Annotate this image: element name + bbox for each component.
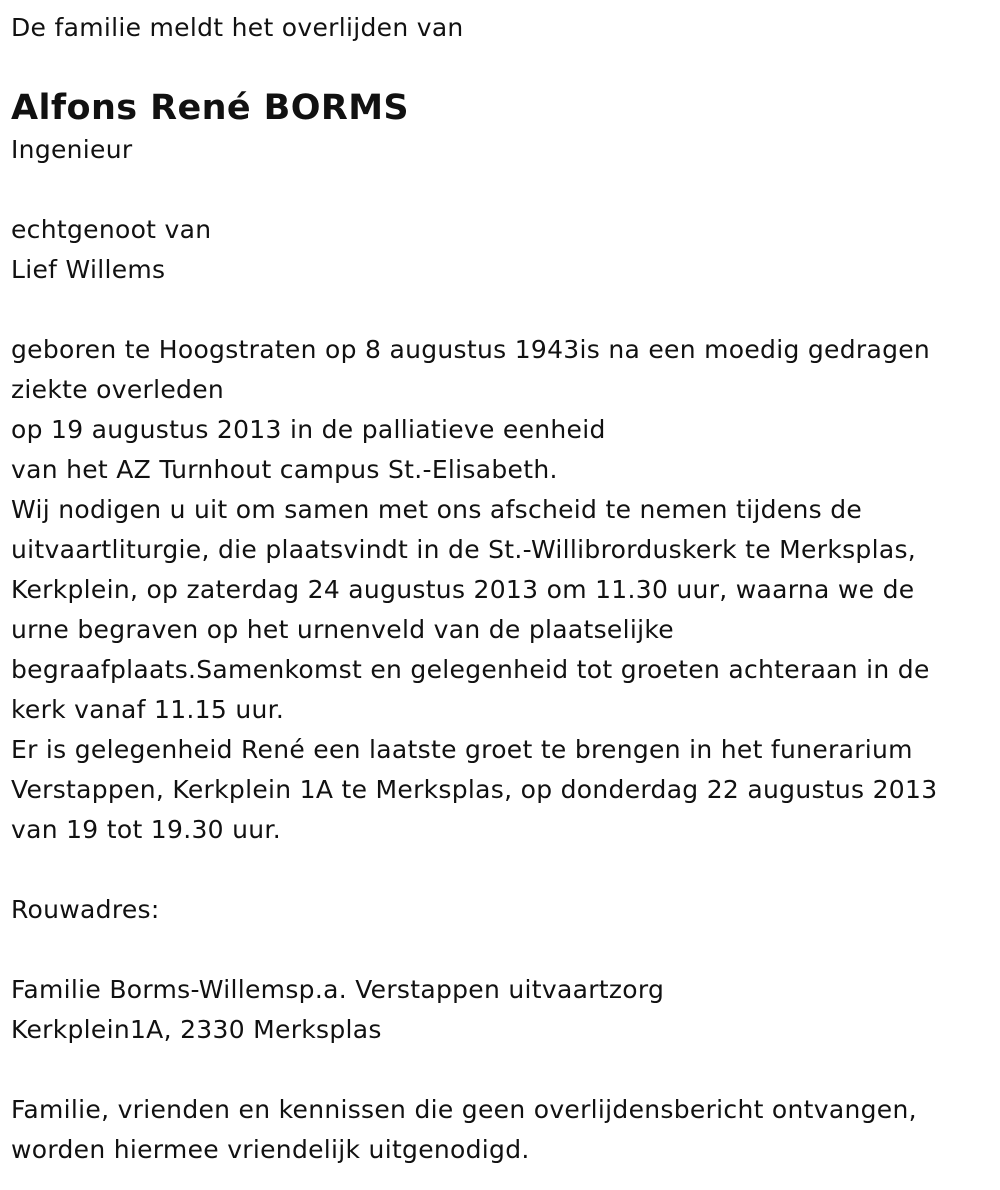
spacer bbox=[11, 850, 1000, 890]
spacer bbox=[11, 1050, 1000, 1090]
body-line: Wij nodigen u uit om samen met ons afscheid te nemen tijdens de bbox=[11, 495, 863, 524]
mourning-address-line: Familie Borms-Willemsp.a. Verstappen uitvaartzorg bbox=[11, 975, 665, 1004]
spacer bbox=[11, 930, 1000, 970]
body-line: begraafplaats.Samenkomst en gelegenheid tot groeten achteraan in de bbox=[11, 655, 930, 684]
body-paragraph bbox=[11, 330, 1000, 850]
body-line: uitvaartliturgie, die plaatsvindt in de St.-Willibrorduskerk te Merksplas, bbox=[11, 535, 917, 564]
body-line: op 19 augustus 2013 in de palliatieve eenheid bbox=[11, 415, 606, 444]
body-line: Kerkplein, op zaterdag 24 augustus 2013 om 11.30 uur, waarna we de bbox=[11, 575, 915, 604]
body-line: geboren te Hoogstraten op 8 augustus 1943is na een moedig gedragen bbox=[11, 335, 931, 364]
body-line: van 19 tot 19.30 uur. bbox=[11, 815, 281, 844]
body-line: van het AZ Turnhout campus St.-Elisabeth. bbox=[11, 455, 558, 484]
body-line: urne begraven op het urnenveld van de plaatselijke bbox=[11, 615, 674, 644]
spouse-relation: echtgenoot van bbox=[11, 215, 212, 244]
announcement-text: De familie meldt het overlijden van bbox=[11, 13, 464, 42]
body-line: Verstappen, Kerkplein 1A te Merksplas, op donderdag 22 augustus 2013 bbox=[11, 775, 938, 804]
deceased-title: Ingenieur bbox=[11, 135, 133, 164]
mourning-address-label: Rouwadres: bbox=[11, 895, 160, 924]
body-line: Er is gelegenheid René een laatste groet te brengen in het funerarium bbox=[11, 735, 913, 764]
deceased-name: Alfons René BORMS bbox=[11, 88, 410, 128]
closing-line: worden hiermee vriendelijk uitgenodigd. bbox=[11, 1135, 530, 1164]
body-line: kerk vanaf 11.15 uur. bbox=[11, 695, 285, 724]
spacer bbox=[11, 170, 1000, 210]
spacer bbox=[11, 290, 1000, 330]
body-line: ziekte overleden bbox=[11, 375, 225, 404]
mourning-address-line: Kerkplein1A, 2330 Merksplas bbox=[11, 1015, 382, 1044]
spouse-name: Lief Willems bbox=[11, 255, 166, 284]
closing-line: Familie, vrienden en kennissen die geen overlijdensbericht ontvangen, bbox=[11, 1095, 917, 1124]
